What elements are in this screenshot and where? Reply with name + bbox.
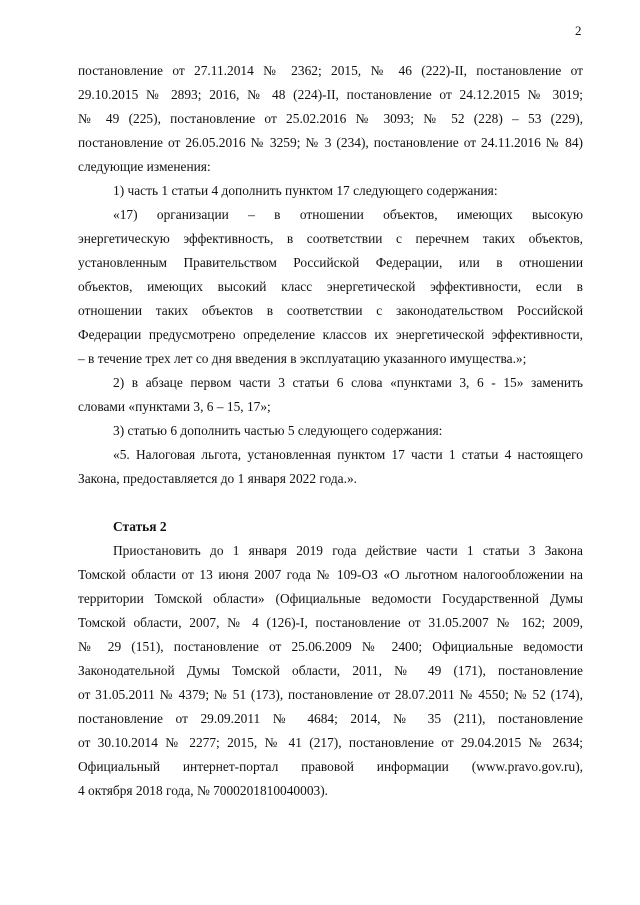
text-line: 29.10.2015 № 2893; 2016, № 48 (224)-II, постановление от 24.12.2015 № 3019; (78, 87, 583, 102)
text-line: территории Томской области» (Официальные ведомости Государственной Думы (78, 591, 583, 606)
text-line: № 29 (151), постановление от 25.06.2009 № 2400; Официальные ведомости (78, 639, 583, 654)
text-line: 1) часть 1 статьи 4 дополнить пунктом 17 следующего содержания: (113, 183, 498, 198)
text-line: Приостановить до 1 января 2019 года действие части 1 статьи 3 Закона (113, 543, 583, 558)
text-line: словами «пунктами 3, 6 – 15, 17»; (78, 399, 271, 414)
text-line: постановление от 29.09.2011 № 4684; 2014, № 35 (211), постановление (78, 711, 583, 726)
text-line: установленным Правительством Российской Федерации, или в отношении (78, 255, 583, 270)
text-line: 4 октября 2018 года, № 7000201810040003). (78, 783, 329, 798)
text-line: энергетическую эффективность, в соответствии с перечнем таких объектов, (78, 231, 583, 246)
text-line: Официальный интернет-портал правовой информации (www.pravo.gov.ru), (78, 759, 583, 774)
text-line: № 49 (225), постановление от 25.02.2016 № 3093; № 52 (228) – 53 (229), (78, 111, 583, 126)
text-line: Томской области, 2007, № 4 (126)-I, постановление от 31.05.2007 № 162; 2009, (78, 615, 583, 630)
text-line: отношении таких объектов в соответствии с законодательством Российской (78, 303, 583, 318)
text-line: 3) статью 6 дополнить частью 5 следующего содержания: (113, 423, 443, 438)
text-line: Федерации предусмотрено определение классов их энергетической эффективности, (78, 327, 583, 342)
text-line: от 31.05.2011 № 4379; № 51 (173), постановление от 28.07.2011 № 4550; № 52 (174), (78, 687, 583, 702)
text-line: объектов, имеющих высокий класс энергетической эффективности, если в (78, 279, 583, 294)
text-line: Томской области от 13 июня 2007 года № 109-ОЗ «О льготном налогообложении на (78, 567, 583, 582)
text-line: «5. Налоговая льгота, установленная пунктом 17 части 1 статьи 4 настоящего (113, 447, 583, 462)
page-number: 2 (575, 23, 582, 38)
text-line: «17) организации – в отношении объектов, имеющих высокую (113, 207, 583, 222)
text-line: 2) в абзаце первом части 3 статьи 6 слова «пунктами 3, 6 - 15» заменить (113, 375, 583, 390)
text-line: – в течение трех лет со дня введения в эксплуатацию указанного имущества.»; (78, 351, 527, 366)
text-line: постановление от 27.11.2014 № 2362; 2015, № 46 (222)-II, постановление от (78, 63, 583, 78)
text-line: от 30.10.2014 № 2277; 2015, № 41 (217), постановление от 29.04.2015 № 2634; (78, 735, 583, 750)
text-line: Закона, предоставляется до 1 января 2022 года.». (78, 471, 358, 486)
text-line: Законодательной Думы Томской области, 2011, № 49 (171), постановление (78, 663, 583, 678)
text-line: постановление от 26.05.2016 № 3259; № 3 (234), постановление от 24.11.2016 № 84) (78, 135, 583, 150)
text-line: следующие изменения: (78, 159, 211, 174)
article-heading: Статья 2 (113, 519, 167, 534)
